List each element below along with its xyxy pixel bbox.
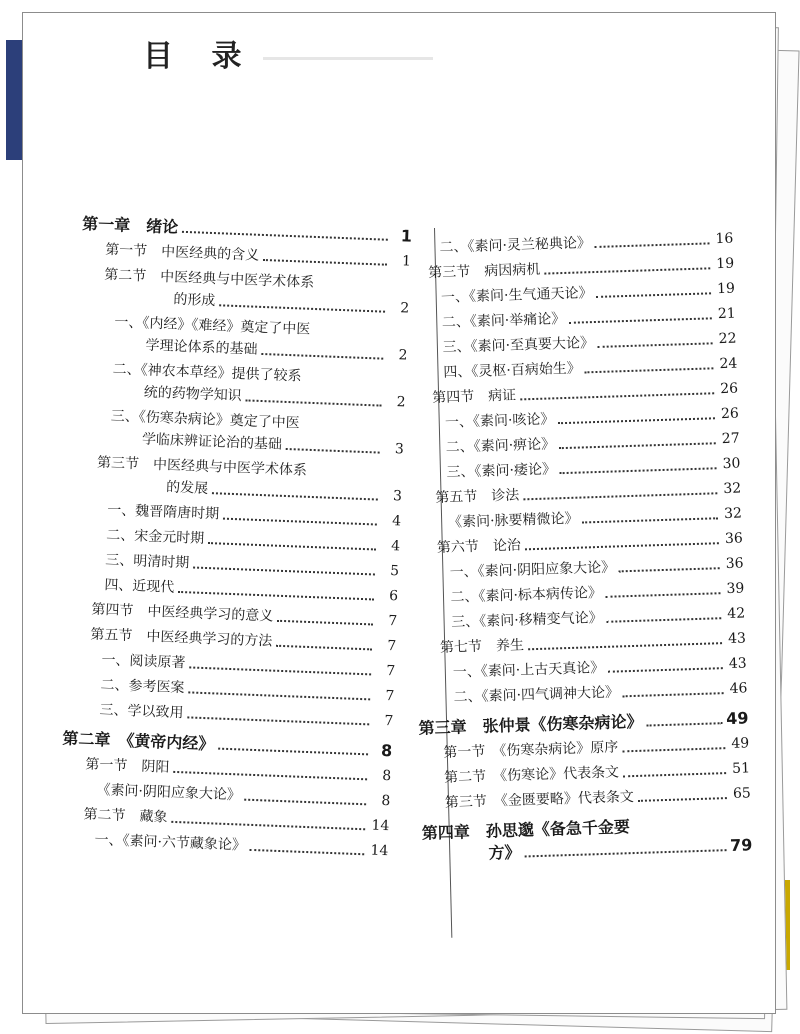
leader-dots bbox=[606, 591, 721, 598]
toc-page-number: 8 bbox=[381, 792, 391, 810]
leader-dots bbox=[585, 366, 714, 373]
leader-dots bbox=[607, 616, 722, 623]
toc-page-number: 4 bbox=[390, 538, 401, 555]
toc-entry-title: 第一节 阴阳 bbox=[85, 756, 170, 776]
toc-entry-title: 三、《素问·至真要大论》 bbox=[442, 335, 595, 356]
toc-page-number: 65 bbox=[732, 785, 752, 802]
toc-page-number: 36 bbox=[725, 555, 744, 573]
leader-dots bbox=[598, 341, 713, 348]
toc-page-number: 36 bbox=[724, 530, 744, 548]
toc-entry-title: 第三章 张仲景《伤寒杂病论》 bbox=[418, 711, 643, 738]
toc-entry-title: 统的药物学知识 bbox=[143, 384, 243, 405]
toc-page-number: 21 bbox=[717, 305, 736, 323]
toc-page-number: 7 bbox=[386, 638, 397, 655]
toc-entry-title: 一、《素问·六节藏象论》 bbox=[94, 831, 247, 854]
toc-page-number: 24 bbox=[719, 355, 738, 373]
leader-dots bbox=[623, 771, 726, 777]
toc-entry-title: 第四节 中医经典学习的意义 bbox=[91, 601, 274, 625]
toc-entry-title: 第二节 《伤寒论》代表条文 bbox=[443, 764, 620, 786]
leader-dots bbox=[595, 241, 710, 248]
toc-entry-title: 二、参考医案 bbox=[100, 677, 185, 697]
leader-dots bbox=[276, 644, 372, 651]
toc-page-number: 26 bbox=[719, 380, 739, 398]
toc-page-number: 32 bbox=[723, 505, 743, 523]
toc-entry-title: 第一节 中医经典的含义 bbox=[104, 241, 260, 264]
toc-page-number: 8 bbox=[380, 740, 393, 761]
toc-page bbox=[22, 12, 776, 1014]
toc-page-number: 7 bbox=[386, 662, 396, 680]
leader-dots bbox=[638, 796, 727, 802]
toc-page-number: 26 bbox=[720, 405, 740, 423]
toc-entry-title: 三、明清时期 bbox=[105, 552, 190, 572]
toc-entry-title: 第七节 养生 bbox=[439, 637, 525, 657]
toc-entry-title: 二、宋金元时期 bbox=[105, 527, 205, 547]
toc-entry-title: 第四节 病证 bbox=[431, 387, 517, 407]
toc-page-number: 1 bbox=[400, 226, 413, 246]
toc-entry-title: 的发展 bbox=[165, 479, 209, 498]
toc-page-number: 2 bbox=[396, 394, 406, 411]
toc-entry-title: 第一章 绪论 bbox=[81, 213, 179, 237]
toc-page-number: 6 bbox=[388, 588, 399, 605]
toc-page-number: 8 bbox=[381, 767, 392, 785]
toc-page-number: 42 bbox=[727, 605, 746, 622]
toc-column-right bbox=[403, 223, 753, 865]
toc-entry-title: 二、《素问·举痛论》 bbox=[441, 310, 566, 331]
leader-dots bbox=[250, 848, 365, 855]
toc-entry-title: 的形成 bbox=[173, 291, 216, 310]
toc-entry-title: 《素问·阴阳应象大论》 bbox=[96, 781, 242, 804]
leader-dots bbox=[569, 316, 712, 323]
toc-entry-title: 四、《灵枢·百病始生》 bbox=[443, 360, 582, 381]
toc-entry-title: 第二节 中医经典与中医学术体系 bbox=[103, 266, 315, 291]
toc-entry-title: 一、《素问·阴阳应象大论》 bbox=[449, 559, 616, 581]
title-smudge bbox=[263, 57, 433, 60]
toc-page-number: 1 bbox=[401, 253, 412, 270]
toc-entry-title: 一、《素问·咳论》 bbox=[444, 411, 555, 431]
toc-entry-title: 三、《素问·移精变气论》 bbox=[451, 609, 603, 631]
toc-page-number: 51 bbox=[731, 760, 751, 777]
toc-page-number: 2 bbox=[398, 347, 408, 364]
leader-dots bbox=[245, 798, 367, 806]
toc-page-number: 3 bbox=[394, 441, 405, 458]
toc-page-number: 19 bbox=[716, 255, 735, 273]
leader-dots bbox=[622, 746, 725, 752]
toc-entry-title: 学临床辨证论治的基础 bbox=[141, 431, 283, 453]
toc-column-left bbox=[58, 203, 413, 860]
toc-page-number: 7 bbox=[384, 712, 394, 730]
leader-dots bbox=[261, 352, 383, 360]
toc-entry-title: 第五节 中医经典学习的方法 bbox=[90, 626, 273, 650]
toc-entry-title: 《素问·脉要精微论》 bbox=[447, 510, 579, 531]
toc-entry-title: 一、《内经》《难经》奠定了中医 bbox=[114, 314, 311, 338]
toc-entry-title: 三、学以致用 bbox=[99, 702, 184, 722]
toc-page-number: 46 bbox=[729, 680, 748, 697]
toc-page-number: 19 bbox=[716, 280, 736, 298]
leader-dots bbox=[596, 291, 711, 298]
leader-dots bbox=[263, 258, 387, 266]
toc-entry-title: 第六节 论治 bbox=[436, 537, 522, 557]
toc-page-number: 32 bbox=[723, 480, 742, 498]
toc-entry-title: 二、《神农本草经》提供了较系 bbox=[112, 361, 302, 385]
toc-page-number: 3 bbox=[392, 488, 403, 505]
toc-entry-title: 二、《素问·四气调神大论》 bbox=[453, 684, 620, 706]
leader-dots bbox=[525, 848, 727, 857]
toc-entry-title: 第三节 病因病机 bbox=[428, 261, 541, 282]
toc-page-number: 27 bbox=[721, 430, 740, 448]
leader-dots bbox=[647, 721, 723, 726]
toc-entry-title: 一、阅读原著 bbox=[101, 652, 186, 672]
toc-entry-title: 一、魏晋隋唐时期 bbox=[106, 502, 220, 523]
toc-page-number: 43 bbox=[728, 655, 747, 672]
page-title: 目 录 bbox=[143, 39, 256, 74]
leader-dots bbox=[583, 516, 719, 523]
toc-entry-title: 学理论体系的基础 bbox=[145, 337, 258, 358]
toc-entry-title: 第一节 《伤寒杂病论》原序 bbox=[443, 739, 619, 761]
toc-page-number: 16 bbox=[715, 230, 734, 248]
toc-entry-title: 第四章 孙思邈《备急千金要 bbox=[421, 817, 631, 843]
toc-page-number: 7 bbox=[387, 613, 398, 630]
toc-entry-title: 一、《素问·上古天真论》 bbox=[452, 659, 605, 681]
toc-page-number: 30 bbox=[722, 455, 741, 473]
leader-dots bbox=[619, 566, 720, 572]
toc-entry-title: 第五节 诊法 bbox=[435, 487, 520, 507]
toc-entry-title: 第二节 藏象 bbox=[83, 806, 168, 826]
toc-page-number: 79 bbox=[729, 835, 753, 856]
leader-dots bbox=[623, 691, 724, 697]
toc-entry-title: 二、《素问·痹论》 bbox=[445, 436, 556, 456]
toc-entry-title: 方》 bbox=[488, 842, 521, 863]
toc-page-number: 2 bbox=[399, 300, 410, 317]
toc-page-number: 22 bbox=[718, 330, 737, 348]
toc-page-number: 7 bbox=[385, 687, 395, 705]
toc-entry-title: 三、《伤寒杂病论》奠定了中医 bbox=[110, 408, 301, 432]
toc-page-number: 4 bbox=[391, 513, 402, 530]
toc-page-number: 43 bbox=[727, 630, 747, 647]
toc-page-number: 49 bbox=[731, 735, 750, 752]
toc-page-number: 39 bbox=[726, 580, 745, 598]
leader-dots bbox=[277, 619, 373, 626]
toc-page-number: 14 bbox=[371, 817, 390, 835]
toc-entry-title: 三、《素问·痿论》 bbox=[446, 461, 557, 481]
toc-entry-title: 四、近现代 bbox=[104, 577, 175, 596]
toc-entry-title: 二、《素问·标本病传论》 bbox=[450, 584, 603, 606]
toc-page-number: 5 bbox=[389, 563, 400, 580]
toc-entry-title: 第三节 中医经典与中医学术体系 bbox=[96, 454, 308, 479]
leader-dots bbox=[286, 447, 380, 454]
toc-entry-title: 二、《素问·灵兰秘典论》 bbox=[439, 235, 592, 256]
toc-entry-title: 第三节 《金匮要略》代表条文 bbox=[444, 789, 635, 811]
toc-entry-title: 一、《素问·生气通天论》 bbox=[440, 285, 593, 306]
leader-dots bbox=[608, 666, 723, 673]
toc-entry-title: 第二章 《黄帝内经》 bbox=[62, 728, 215, 754]
toc-page-number: 49 bbox=[725, 708, 749, 729]
toc-page-number: 14 bbox=[370, 842, 389, 860]
